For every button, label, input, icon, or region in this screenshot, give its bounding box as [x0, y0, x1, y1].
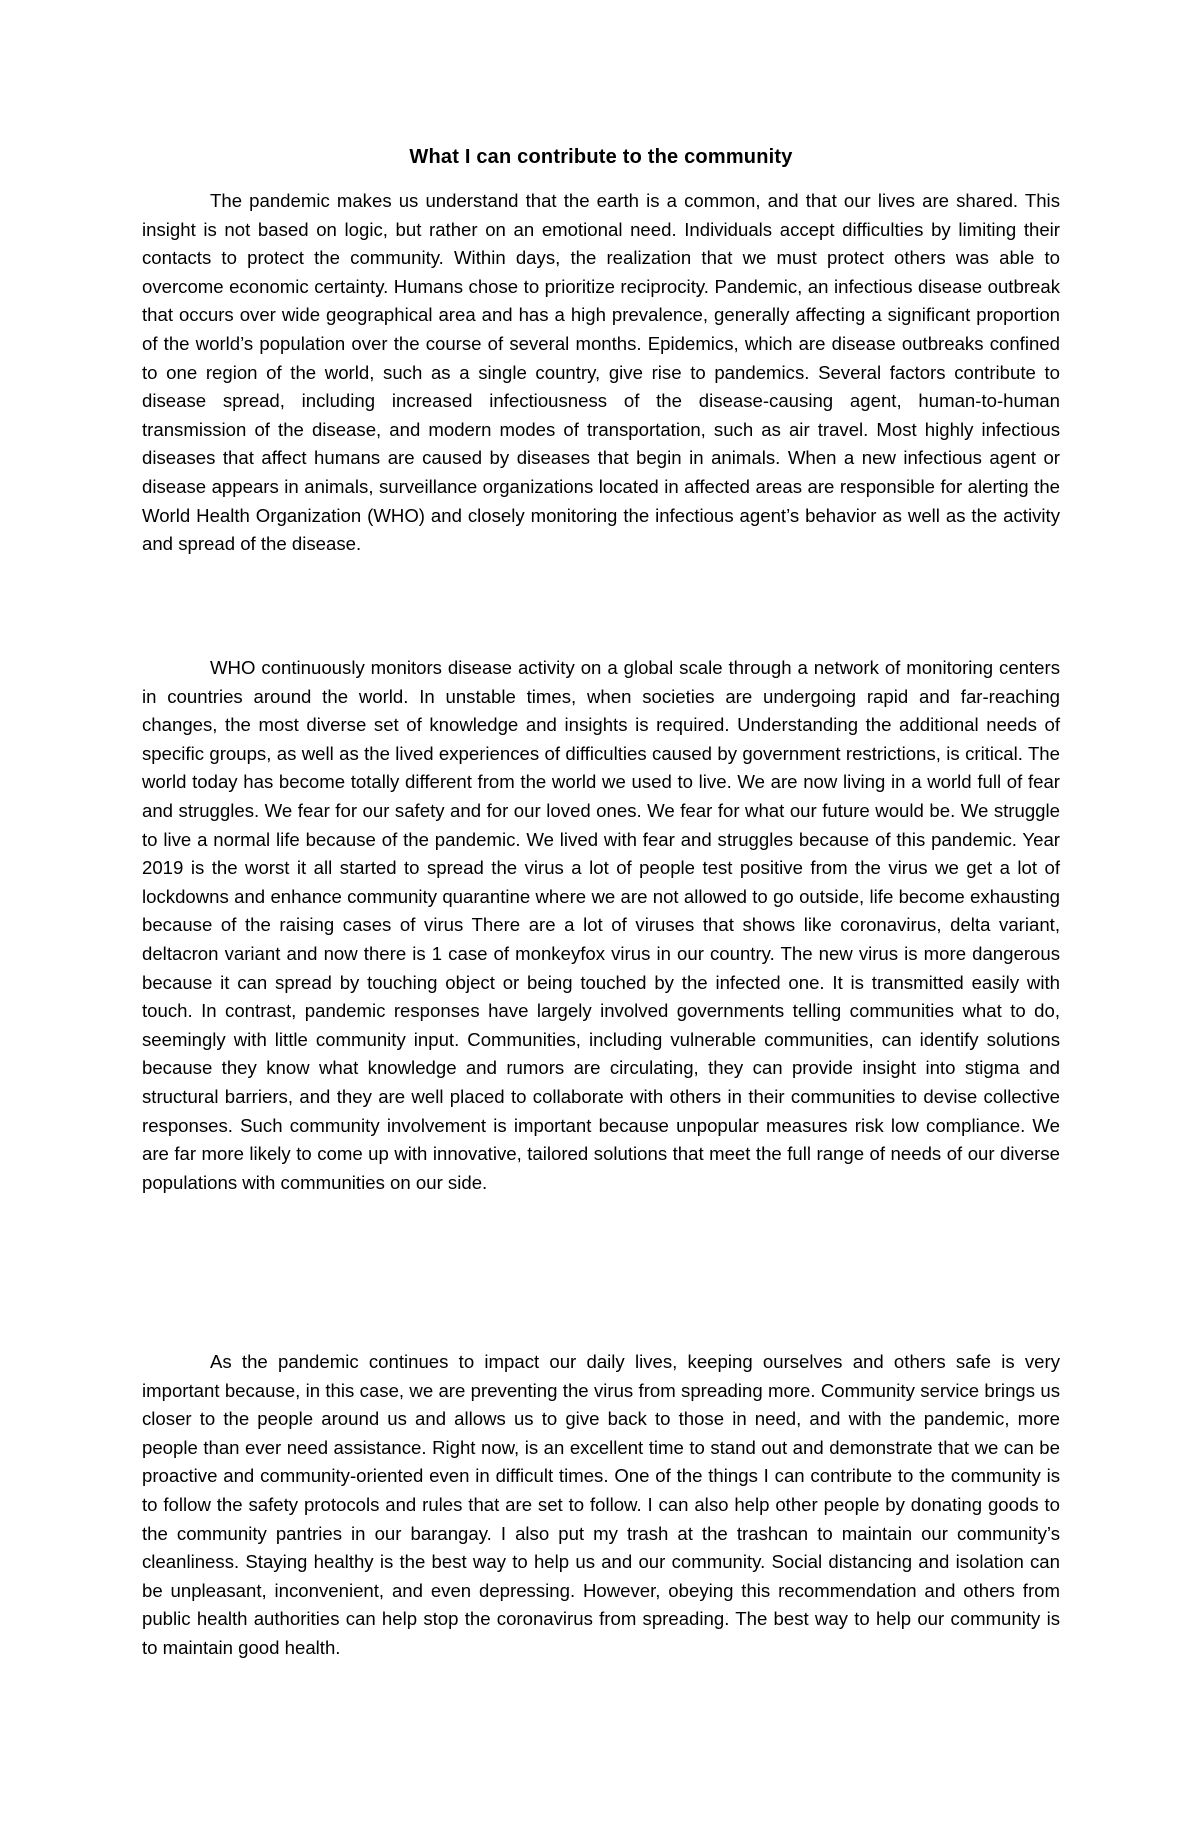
- paragraph-pandemic-overview: The pandemic makes us understand that the earth is a common, and that our lives are shared. This insight is not based on logic, but rather on an emotional need. Individuals accept difficulties by limiting their contacts to protect the community. Within days, the realization that we must protect others was able to overcome economic certainty. Humans chose to prioritize reciprocity. Pandemic, an infectious disease outbreak that occurs over wide geographical area and has a high prevalence, generally affecting a significant proportion of the world’s population over the course of several months. Epidemics, which are disease outbreaks confined to one region of the world, such as a single country, give rise to pandemics. Several factors contribute to disease spread, including increased infectiousness of the disease-causing agent, human-to-human transmission of the disease, and modern modes of transportation, such as air travel. Most highly infectious diseases that affect humans are caused by diseases that begin in animals. When a new infectious agent or disease appears in animals, surveillance organizations located in affected areas are responsible for alerting the World Health Organization (WHO) and closely monitoring the infectious agent’s behavior as well as the activity and spread of the disease.: [142, 190, 1060, 555]
- paragraph-who-monitoring: WHO continuously monitors disease activity on a global scale through a network of monitoring centers in countries around the world. In unstable times, when societies are undergoing rapid and far-reaching changes, the most diverse set of knowledge and insights is required. Understanding the additional needs of specific groups, as well as the lived experiences of difficulties caused by government restrictions, is critical. The world today has become totally different from the world we used to live. We are now living in a world full of fear and struggles. We fear for our safety and for our loved ones. We fear for what our future would be. We struggle to live a normal life because of the pandemic. We lived with fear and struggles because of this pandemic. Year 2019 is the worst it all started to spread the virus a lot of people test positive from the virus we get a lot of lockdowns and enhance community quarantine where we are not allowed to go outside, life become exhausting because of the raising cases of virus There are a lot of viruses that shows like coronavirus, delta variant, deltacron variant and now there is 1 case of monkeyfox virus in our country. The new virus is more dangerous because it can spread by touching object or being touched by the infected one. It is transmitted easily with touch. In contrast, pandemic responses have largely involved governments telling communities what to do, seemingly with little community input. Communities, including vulnerable communities, can identify solutions because they know what knowledge and rumors are circulating, they can provide insight into stigma and structural barriers, and they are well placed to collaborate with others in their communities to devise collective responses. Such community involvement is important because unpopular measures risk low compliance. We are far more likely to come up with innovative, tailored solutions that meet the full range of needs of our diverse populations with communities on our side.: [142, 657, 1060, 1193]
- document-title: What I can contribute to the community: [409, 146, 793, 168]
- paragraph-community-contribution: As the pandemic continues to impact our daily lives, keeping ourselves and others safe is very important because, in this case, we are preventing the virus from spreading more. Community service brings us closer to the people around us and allows us to give back to those in need, and with the pandemic, more people than ever need assistance. Right now, is an excellent time to stand out and demonstrate that we can be proactive and community-oriented even in difficult times. One of the things I can contribute to the community is to follow the safety protocols and rules that are set to follow. I can also help other people by donating goods to the community pantries in our barangay. I also put my trash at the trashcan to maintain our community’s cleanliness. Staying healthy is the best way to help us and our community. Social distancing and isolation can be unpleasant, inconvenient, and even depressing. However, obeying this recommendation and others from public health authorities can help stop the coronavirus from spreading. The best way to help our community is to maintain good health.: [142, 1351, 1060, 1658]
